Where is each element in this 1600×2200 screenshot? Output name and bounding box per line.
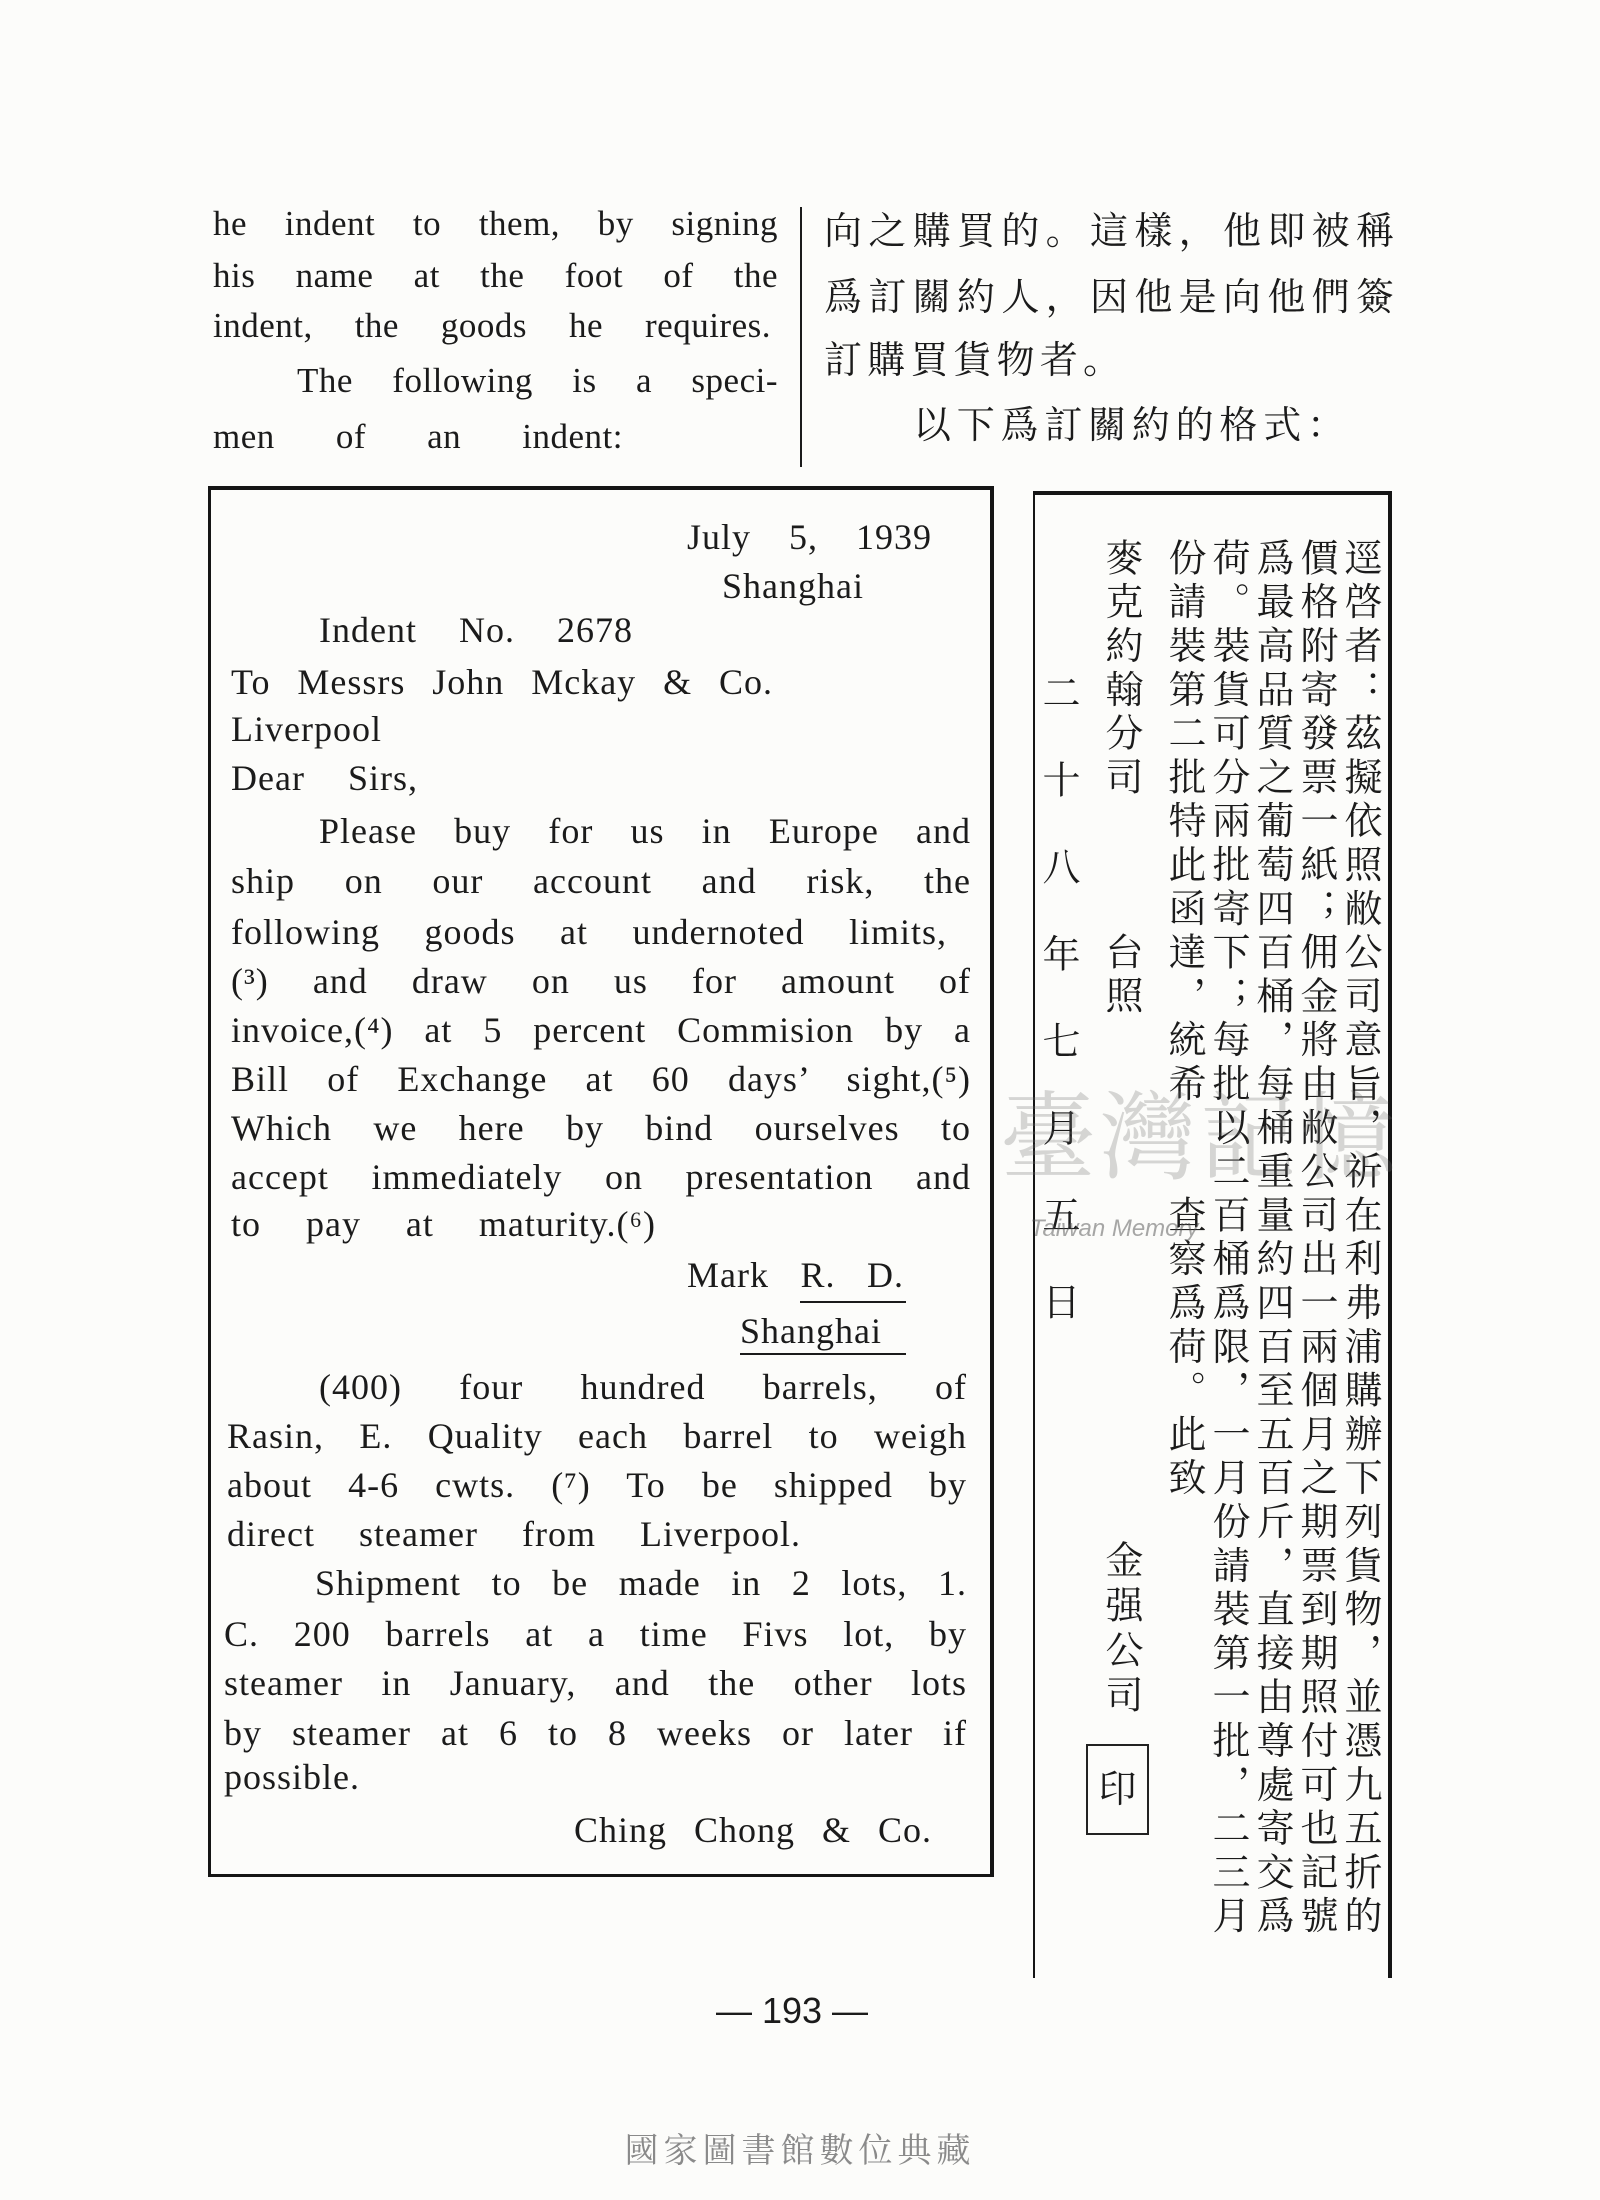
chinese-letter-column: 爲最高品質之葡萄四百桶，每桶重量約四百至五百斤，直接由尊處寄交爲 <box>1250 538 1294 1940</box>
letter-salutation: Dear Sirs, <box>231 758 418 798</box>
watermark-subtext: Taiwan Memory <box>1030 1215 1199 1242</box>
english-line: his name at the foot of the <box>213 256 778 295</box>
letter-signature: Ching Chong & Co. <box>574 1810 932 1850</box>
column-divider <box>800 207 802 467</box>
letter-addressee: To Messrs John Mckay & Co. <box>231 662 773 702</box>
letter-body-line: to pay at maturity.(⁶) <box>231 1204 656 1244</box>
english-line: The following is a speci- <box>297 361 778 400</box>
english-line: he indent to them, by signing <box>213 204 778 243</box>
letter-body-line: ship on our account and risk, the <box>231 861 971 901</box>
chinese-line: 爲訂關約人，因他是向他們簽 <box>824 275 1394 319</box>
shipment-line: possible. <box>224 1757 361 1797</box>
goods-line: about 4-6 cwts. (⁷) To be shipped by <box>227 1465 967 1505</box>
goods-line: direct steamer from Liverpool. <box>227 1514 801 1554</box>
chinese-line: 向之購買的。這樣，他即被稱 <box>824 209 1394 253</box>
chinese-letter-column: 價格附寄發票一紙；佣金將由敝公司出一兩個月之期票到期照付可也記號 <box>1294 538 1338 1940</box>
chinese-letter-column: 荷。裝貨可分兩批寄下；每批以二百桶爲限，一月份請裝第一批，二三月 <box>1206 538 1250 1940</box>
letter-body-line: Bill of Exchange at 60 days’ sight,(⁵) <box>231 1059 971 1099</box>
shipping-mark: Mark R. D. <box>687 1255 904 1295</box>
chinese-letter-column: 逕啓者：茲擬依照敝公司意旨，祈在利弗浦購辦下列貨物，並憑九五折的 <box>1338 538 1382 1940</box>
watermark-logo: 臺灣記憶 <box>1000 1082 1400 1194</box>
letter-body-line: accept immediately on presentation and <box>231 1157 971 1197</box>
mark-place-underline <box>740 1353 906 1355</box>
shipment-line: steamer in January, and the other lots <box>224 1663 967 1703</box>
chinese-letter-column: 份請裝第二批特此函達，統希 查察爲荷。此致 <box>1162 538 1206 1502</box>
letter-body-line: Which we here by bind ourselves to <box>231 1108 971 1148</box>
chinese-line: 以下爲訂關約的格式： <box>913 403 1345 447</box>
shipping-mark-place: Shanghai <box>740 1311 882 1351</box>
chinese-letter-addressee: 麥克約翰分司 <box>1099 538 1143 801</box>
shipment-line: C. 200 barrels at a time Fivs lot, by <box>224 1614 967 1654</box>
letter-body-line: invoice,(⁴) at 5 percent Commision by a <box>231 1010 971 1050</box>
chinese-letter-signature: 金强公司 <box>1099 1540 1143 1720</box>
shipment-line: by steamer at 6 to 8 weeks or later if <box>224 1713 967 1753</box>
indent-number: Indent No. 2678 <box>319 610 633 650</box>
seal-stamp: 印 <box>1086 1744 1149 1835</box>
english-line: men of an indent: <box>213 417 623 456</box>
goods-line: Rasin, E. Quality each barrel to weigh <box>227 1416 967 1456</box>
chinese-letter-date: 二十八年七月五日 <box>1036 673 1080 1369</box>
chinese-line: 訂購買貨物者。 <box>824 338 1121 382</box>
letter-body-line: Please buy for us in Europe and <box>319 811 971 851</box>
page-number: — 193 — <box>715 1990 869 2031</box>
english-line: indent, the goods he requires. <box>213 306 771 345</box>
letter-place: Shanghai <box>722 566 864 606</box>
mark-underline <box>800 1301 906 1303</box>
shipment-line: Shipment to be made in 2 lots, 1. <box>315 1563 967 1603</box>
letter-date: July 5, 1939 <box>687 517 932 557</box>
letter-body-line: (³) and draw on us for amount of <box>231 961 971 1001</box>
letter-body-line: following goods at undernoted limits, <box>231 912 947 952</box>
letter-addressee-city: Liverpool <box>231 709 382 749</box>
goods-line: (400) four hundred barrels, of <box>319 1367 967 1407</box>
archive-footer: 國家圖書館數位典藏 <box>624 2131 976 2171</box>
chinese-letter-salutation: 台照 <box>1099 932 1143 1020</box>
